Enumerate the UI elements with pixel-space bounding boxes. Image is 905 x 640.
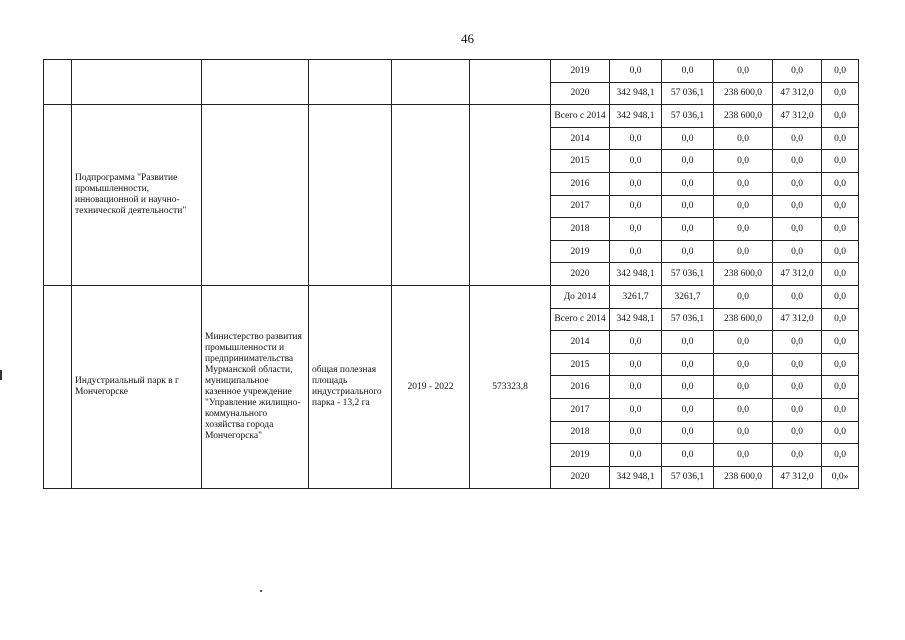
value-cell: 0,0 bbox=[773, 150, 822, 173]
value-cell: 238 600,0 bbox=[714, 82, 773, 105]
value-cell: 0,0 bbox=[822, 353, 859, 376]
year-cell: Всего с 2014 bbox=[551, 308, 610, 331]
value-cell: 0,0 bbox=[822, 105, 859, 128]
value-cell: 0,0 bbox=[662, 240, 714, 263]
cost-cell bbox=[470, 60, 551, 105]
year-cell: 2014 bbox=[551, 127, 610, 150]
table-row bbox=[44, 285, 859, 308]
value-cell: 0,0 bbox=[714, 60, 773, 83]
value-cell: 0,0 bbox=[610, 331, 662, 354]
value-cell: 0,0 bbox=[610, 240, 662, 263]
year-cell: 2014 bbox=[551, 331, 610, 354]
value-cell: 342 948,1 bbox=[610, 466, 662, 489]
value-cell: 0,0 bbox=[662, 398, 714, 421]
value-cell: 0,0 bbox=[773, 218, 822, 241]
year-cell: 2017 bbox=[551, 195, 610, 218]
value-cell: 0,0 bbox=[822, 60, 859, 83]
value-cell: 0,0 bbox=[610, 127, 662, 150]
value-cell: 0,0 bbox=[822, 195, 859, 218]
value-cell: 57 036,1 bbox=[662, 263, 714, 286]
executor-cell bbox=[202, 105, 309, 286]
value-cell: 0,0 bbox=[714, 127, 773, 150]
value-cell: 0,0 bbox=[662, 444, 714, 467]
value-cell: 342 948,1 bbox=[610, 105, 662, 128]
index-cell bbox=[44, 105, 72, 286]
value-cell: 0,0 bbox=[822, 376, 859, 399]
value-cell: 47 312,0 bbox=[773, 263, 822, 286]
value-cell: 0,0 bbox=[773, 331, 822, 354]
year-cell: 2016 bbox=[551, 172, 610, 195]
value-cell: 0,0 bbox=[822, 127, 859, 150]
value-cell: 0,0 bbox=[662, 150, 714, 173]
year-cell: До 2014 bbox=[551, 285, 610, 308]
index-cell bbox=[44, 60, 72, 105]
value-cell: 0,0 bbox=[662, 127, 714, 150]
value-cell: 238 600,0 bbox=[714, 263, 773, 286]
executor-cell bbox=[202, 60, 309, 105]
value-cell: 0,0 bbox=[773, 60, 822, 83]
year-cell: 2015 bbox=[551, 353, 610, 376]
value-cell: 0,0 bbox=[662, 376, 714, 399]
value-cell: 0,0» bbox=[822, 466, 859, 489]
value-cell: 0,0 bbox=[662, 60, 714, 83]
year-cell: 2020 bbox=[551, 466, 610, 489]
value-cell: 0,0 bbox=[610, 60, 662, 83]
value-cell: 0,0 bbox=[773, 421, 822, 444]
project-name: Индустриальный парк в г Мончегорске bbox=[72, 285, 202, 488]
value-cell: 57 036,1 bbox=[662, 82, 714, 105]
value-cell: 3261,7 bbox=[610, 285, 662, 308]
value-cell: 0,0 bbox=[822, 240, 859, 263]
value-cell: 0,0 bbox=[610, 421, 662, 444]
year-cell: 2019 bbox=[551, 444, 610, 467]
value-cell: 0,0 bbox=[822, 444, 859, 467]
value-cell: 0,0 bbox=[714, 444, 773, 467]
value-cell: 0,0 bbox=[822, 150, 859, 173]
value-cell: 0,0 bbox=[773, 127, 822, 150]
indicator-cell bbox=[309, 105, 392, 286]
table-row bbox=[44, 105, 859, 128]
value-cell: 3261,7 bbox=[662, 285, 714, 308]
value-cell: 0,0 bbox=[773, 172, 822, 195]
value-cell: 0,0 bbox=[662, 331, 714, 354]
value-cell: 0,0 bbox=[773, 376, 822, 399]
value-cell: 0,0 bbox=[714, 421, 773, 444]
value-cell: 0,0 bbox=[822, 82, 859, 105]
executor-cell: Министерство развития промышленности и предпринимательства Мурманской области, муниципальное казенное учреждение "Управление жилищно-коммунального хозяйства города Мончегорска" bbox=[202, 285, 309, 488]
value-cell: 57 036,1 bbox=[662, 105, 714, 128]
value-cell: 0,0 bbox=[822, 331, 859, 354]
value-cell: 0,0 bbox=[714, 195, 773, 218]
value-cell: 0,0 bbox=[822, 285, 859, 308]
value-cell: 47 312,0 bbox=[773, 466, 822, 489]
year-cell: 2018 bbox=[551, 218, 610, 241]
value-cell: 0,0 bbox=[822, 263, 859, 286]
value-cell: 238 600,0 bbox=[714, 466, 773, 489]
value-cell: 0,0 bbox=[773, 285, 822, 308]
value-cell: 0,0 bbox=[610, 195, 662, 218]
value-cell: 0,0 bbox=[610, 444, 662, 467]
period-cell: 2019 - 2022 bbox=[392, 285, 470, 488]
year-cell: 2018 bbox=[551, 421, 610, 444]
value-cell: 342 948,1 bbox=[610, 82, 662, 105]
value-cell: 0,0 bbox=[610, 376, 662, 399]
scan-mark bbox=[0, 370, 2, 380]
value-cell: 0,0 bbox=[714, 218, 773, 241]
subprogram-label: Подпрограмма "Развитие промышленности, инновационной и научно-технической деятельности" bbox=[72, 105, 202, 286]
value-cell: 0,0 bbox=[662, 353, 714, 376]
value-cell: 0,0 bbox=[714, 240, 773, 263]
value-cell: 57 036,1 bbox=[662, 466, 714, 489]
value-cell: 0,0 bbox=[822, 308, 859, 331]
year-cell: 2016 bbox=[551, 376, 610, 399]
value-cell: 0,0 bbox=[610, 150, 662, 173]
year-cell: 2017 bbox=[551, 398, 610, 421]
value-cell: 47 312,0 bbox=[773, 308, 822, 331]
value-cell: 0,0 bbox=[773, 353, 822, 376]
budget-table bbox=[43, 59, 859, 489]
value-cell: 0,0 bbox=[822, 421, 859, 444]
value-cell: 238 600,0 bbox=[714, 105, 773, 128]
value-cell: 0,0 bbox=[610, 353, 662, 376]
value-cell: 0,0 bbox=[662, 421, 714, 444]
year-cell: 2019 bbox=[551, 60, 610, 83]
cost-cell bbox=[470, 105, 551, 286]
value-cell: 0,0 bbox=[662, 218, 714, 241]
value-cell: 0,0 bbox=[610, 218, 662, 241]
value-cell: 0,0 bbox=[822, 172, 859, 195]
value-cell: 0,0 bbox=[714, 150, 773, 173]
value-cell: 0,0 bbox=[773, 195, 822, 218]
value-cell: 0,0 bbox=[822, 218, 859, 241]
year-cell: Всего с 2014 bbox=[551, 105, 610, 128]
year-cell: 2019 bbox=[551, 240, 610, 263]
period-cell bbox=[392, 105, 470, 286]
value-cell: 0,0 bbox=[714, 376, 773, 399]
value-cell: 0,0 bbox=[610, 398, 662, 421]
value-cell: 238 600,0 bbox=[714, 308, 773, 331]
value-cell: 57 036,1 bbox=[662, 308, 714, 331]
year-cell: 2015 bbox=[551, 150, 610, 173]
year-cell: 2020 bbox=[551, 263, 610, 286]
index-cell bbox=[44, 285, 72, 488]
value-cell: 0,0 bbox=[714, 331, 773, 354]
year-cell: 2020 bbox=[551, 82, 610, 105]
period-cell bbox=[392, 60, 470, 105]
value-cell: 0,0 bbox=[662, 172, 714, 195]
page-number: 46 bbox=[461, 31, 474, 46]
name-cell bbox=[72, 60, 202, 105]
value-cell: 47 312,0 bbox=[773, 82, 822, 105]
value-cell: 0,0 bbox=[714, 172, 773, 195]
value-cell: 0,0 bbox=[822, 398, 859, 421]
indicator-cell bbox=[309, 60, 392, 105]
value-cell: 0,0 bbox=[714, 353, 773, 376]
value-cell: 0,0 bbox=[773, 444, 822, 467]
value-cell: 0,0 bbox=[714, 285, 773, 308]
cost-cell: 573323,8 bbox=[470, 285, 551, 488]
scan-dot bbox=[260, 590, 262, 592]
table-row bbox=[44, 60, 859, 83]
value-cell: 0,0 bbox=[610, 172, 662, 195]
value-cell: 0,0 bbox=[773, 398, 822, 421]
value-cell: 0,0 bbox=[662, 195, 714, 218]
indicator-cell: общая полезная площадь индустриального парка - 13,2 га bbox=[309, 285, 392, 488]
value-cell: 0,0 bbox=[773, 240, 822, 263]
value-cell: 47 312,0 bbox=[773, 105, 822, 128]
value-cell: 342 948,1 bbox=[610, 263, 662, 286]
value-cell: 0,0 bbox=[714, 398, 773, 421]
value-cell: 342 948,1 bbox=[610, 308, 662, 331]
